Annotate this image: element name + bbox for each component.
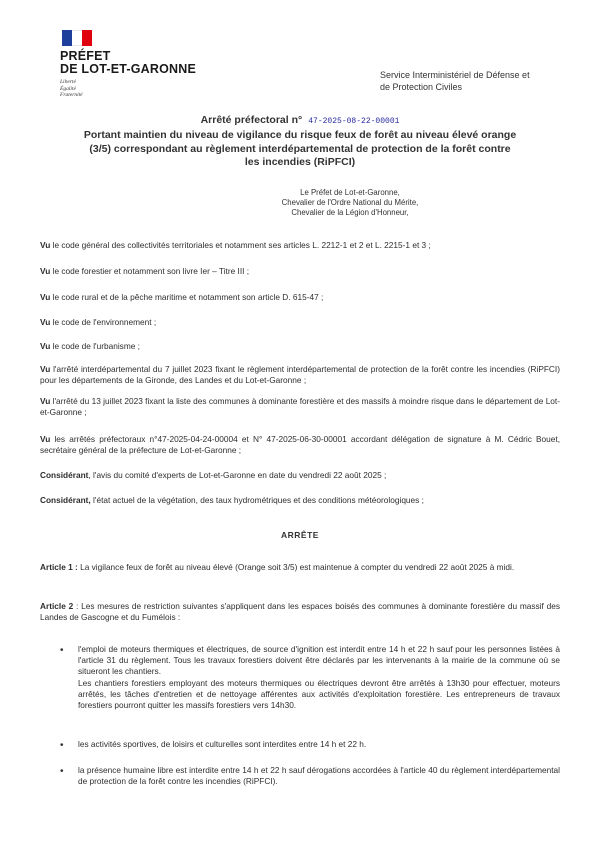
bullet-icon: • — [60, 645, 64, 656]
bullet-item — [78, 644, 560, 711]
arrete-title-line — [40, 114, 560, 128]
arrete-heading: ARRÊTE — [281, 530, 319, 540]
french-flag-icon — [62, 30, 92, 46]
visa-paragraph: Vu le code forestier et notamment son livre Ier – Titre III ; — [40, 266, 250, 276]
visa-paragraph: Vu le code de l'environnement ; — [40, 317, 157, 327]
subject-line2: (3/5) correspondant au règlement interdépartemental de protection de la forêt contre — [89, 142, 511, 155]
visa-paragraph: Vu le code rural et de la pêche maritime et notamment son article D. 615-47 ; — [40, 292, 324, 302]
signatory-line2: Chevalier de l'Ordre National du Mérite, — [281, 198, 419, 208]
bullet-item — [78, 765, 560, 787]
arrete-subject — [40, 129, 560, 170]
considerant-paragraph: Considérant, l'avis du comité d'experts de Lot-et-Garonne en date du vendredi 22 août 2025 ; — [40, 470, 387, 480]
bullet-item — [78, 739, 560, 750]
visa-paragraph: Vu l'arrêté interdépartemental du 7 juillet 2023 fixant le règlement interdépartemental de protection de la forêt contre les incendies (RiPFCI) pour les départements de la Gironde, des Landes et du Lot-et-Garonne ; — [40, 364, 560, 385]
document-title — [40, 114, 560, 170]
arrete-prefix: Arrêté préfectoral n° — [200, 114, 303, 126]
visa-paragraph: Vu l'arrêté du 13 juillet 2023 fixant la liste des communes à dominante forestière et des massifs à moindre risque dans le département de Lot-et-Garonne ; — [40, 396, 560, 417]
subject-line1: Portant maintien du niveau de vigilance du risque feux de forêt au niveau élevé orange — [83, 129, 517, 141]
arrete-number-stamp: 47-2025-08-22-00001 — [308, 117, 400, 126]
signatory-line3: Chevalier de la Légion d'Honneur, — [291, 208, 409, 218]
prefecture-logo-block — [60, 30, 220, 99]
article-1: Article 1 : La vigilance feux de forêt au niveau élevé (Orange soit 3/5) est maintenue à compter du vendredi 22 août 2025 à midi. — [40, 562, 515, 572]
service-line1: Service Interministériel de Défense et — [380, 70, 530, 80]
republic-motto — [60, 79, 220, 99]
article-2: Article 2 : Les mesures de restriction suivantes s'appliquent dans les espaces boisés des communes à dominante forestière du massif des Landes de Gascogne et du Fumélois : — [40, 601, 560, 622]
visa-paragraph: Vu le code de l'urbanisme ; — [40, 341, 140, 351]
bullet-paragraph: la présence humaine libre est interdite entre 14 h et 22 h sauf dérogations accordées à l'article 40 du règlement interdépartemental de protection de la forêt contre les incendies (RiPFCI). — [78, 765, 560, 787]
signatory-line1: Le Préfet de Lot-et-Garonne, — [300, 188, 400, 197]
bullet-paragraph: les activités sportives, de loisirs et culturelles sont interdites entre 14 h et 22 h. — [78, 739, 367, 749]
service-line2: de Protection Civiles — [380, 82, 463, 92]
service-name — [380, 69, 580, 93]
subject-line3: les incendies (RiPFCI) — [244, 156, 356, 168]
considerant-paragraph: Considérant, l'état actuel de la végétation, des taux hydrométriques et des conditions météorologiques ; — [40, 495, 424, 505]
visa-paragraph: Vu le code général des collectivités territoriales et notamment ses articles L. 2212-1 et 2 et L. 2215-1 et 3 ; — [40, 240, 431, 250]
bullet-icon: • — [60, 740, 64, 751]
bullet-paragraph: Les chantiers forestiers employant des moteurs thermiques ou électriques devront être arrêtés à 13h30 pour effectuer, moteurs arrêtés, les tâches d'entretien et de nettoyage afférentes aux activités d'exploitation forestière. Les entrepreneurs de travaux forestiers pourront quitter les massifs forestiers vers 14h30. — [78, 677, 560, 711]
bullet-paragraph: l'emploi de moteurs thermiques et électriques, de source d'ignition est interdit entre 14 h et 22 h sauf pour les personnes listées à l'article 31 du règlement. Tous les travaux forestiers doivent être déclarés par les intervenants à la mairie de la commune où se situeront les chantiers. — [78, 644, 560, 677]
prefecture-name-line2: DE LOT-ET-GARONNE — [60, 62, 197, 76]
prefecture-name-line1: PRÉFET — [60, 49, 111, 63]
signatory-block — [200, 188, 500, 219]
motto-liberte: Liberté — [60, 79, 76, 85]
motto-egalite: Égalité — [60, 85, 76, 92]
prefecture-name — [60, 50, 220, 76]
motto-fraternite: Fraternité — [60, 92, 83, 98]
bullet-icon: • — [60, 766, 64, 777]
visa-paragraph: Vu les arrêtés préfectoraux n°47-2025-04-24-00004 et N° 47-2025-06-30-00001 accordant délégation de signature à M. Cédric Bouet, secrétaire général de la préfecture de Lot-et-Garonne ; — [40, 434, 560, 455]
